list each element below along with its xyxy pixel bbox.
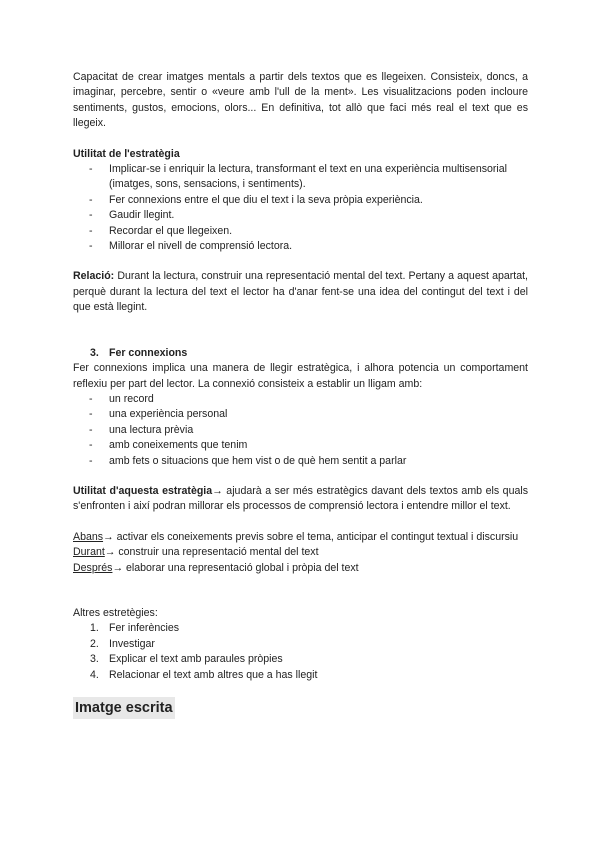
- section-number: 3.: [90, 346, 99, 359]
- list-text: Explicar el text amb paraules pròpies: [109, 653, 283, 666]
- imatge-escrita-heading: Imatge escrita: [73, 697, 175, 719]
- moment-label: Durant: [73, 546, 105, 559]
- moment-abans: [73, 530, 528, 545]
- utilitat-heading: Utilitat de l'estratègia: [73, 147, 180, 160]
- list-number: 2.: [90, 637, 99, 650]
- list-item: - un record: [73, 392, 528, 407]
- section-title-text: Fer connexions: [109, 346, 188, 359]
- list-item: - Fer connexions entre el que diu el text i la seva pròpia experiència.: [73, 193, 528, 208]
- list-item: [73, 652, 528, 667]
- list-number: 1.: [90, 622, 99, 635]
- moment-text: → activar els coneixements previs sobre el tema, anticipar el contingut textual i discursiu: [103, 530, 519, 543]
- list-item: [73, 621, 528, 636]
- altres-heading: Altres estretègies:: [73, 606, 158, 619]
- list-item: - Implicar-se i enriquir la lectura, transformant el text en una experiència multisensorial (imatges, sons, sensacions, i sentiments).: [73, 162, 528, 193]
- document-page: [73, 70, 528, 719]
- intro-paragraph: Capacitat de crear imatges mentals a partir dels textos que es llegeixen. Consisteix, doncs, a imaginar, percebre, sentir o «veure amb l'ull de la ment». Les visualitzacions poden incloure sentiments, gustos, emocions, olors... En definitiva, tot allò que faci més real el text que es llegeix.: [73, 71, 528, 130]
- list-item: [73, 637, 528, 652]
- list-text: Relacionar el text amb altres que a has llegit: [109, 668, 318, 681]
- altres-list: [73, 621, 528, 683]
- list-item: - Gaudir llegint.: [73, 208, 528, 223]
- list-item: - Millorar el nivell de comprensió lectora.: [73, 239, 528, 254]
- connexions-paragraph: Fer connexions implica una manera de llegir estratègica, i alhora potencia un comportament reflexiu per part del lector. La connexió consisteix a establir un lligam amb:: [73, 362, 528, 390]
- utilitat2-label: Utilitat d'aquesta estratègia: [73, 484, 213, 497]
- relacio-label: Relació:: [73, 270, 115, 283]
- moment-text: → construir una representació mental del text: [104, 546, 319, 559]
- relacio-paragraph: [73, 269, 528, 315]
- list-item: [73, 668, 528, 683]
- connexions-list: [73, 392, 528, 469]
- list-item: - una lectura prèvia: [73, 423, 528, 438]
- list-item: - una experiència personal: [73, 407, 528, 422]
- list-text: Fer inferències: [109, 622, 180, 635]
- list-item: - amb coneixements que tenim: [73, 438, 528, 453]
- moment-label: Abans: [73, 530, 104, 543]
- utilitat2-text: → ajudarà a ser més estratègics davant dels textos amb els quals s'enfronten i així podran millorar els processos de comprensió lectora i entendre millor el text.: [73, 484, 529, 513]
- list-item: - amb fets o situacions que hem vist o de què hem sentit a parlar: [73, 454, 528, 469]
- moment-despres: [73, 561, 528, 576]
- list-number: 4.: [90, 668, 99, 681]
- moment-text: → elaborar una representació global i pròpia del text: [112, 561, 359, 574]
- utilitat2-paragraph: [73, 484, 528, 515]
- relacio-text: Durant la lectura, construir una representació mental del text. Pertany a aquest apartat, perquè durant la lectura del text el lector ha d'anar fent-se una idea del contingut del text i del que està llegint.: [73, 270, 528, 314]
- moment-durant: [73, 545, 528, 560]
- list-number: 3.: [90, 653, 99, 666]
- moment-label: Després: [73, 561, 113, 574]
- section-title: [73, 346, 528, 361]
- list-text: Investigar: [109, 637, 155, 650]
- utilitat-list: [73, 162, 528, 254]
- list-item: - Recordar el que llegeixen.: [73, 224, 528, 239]
